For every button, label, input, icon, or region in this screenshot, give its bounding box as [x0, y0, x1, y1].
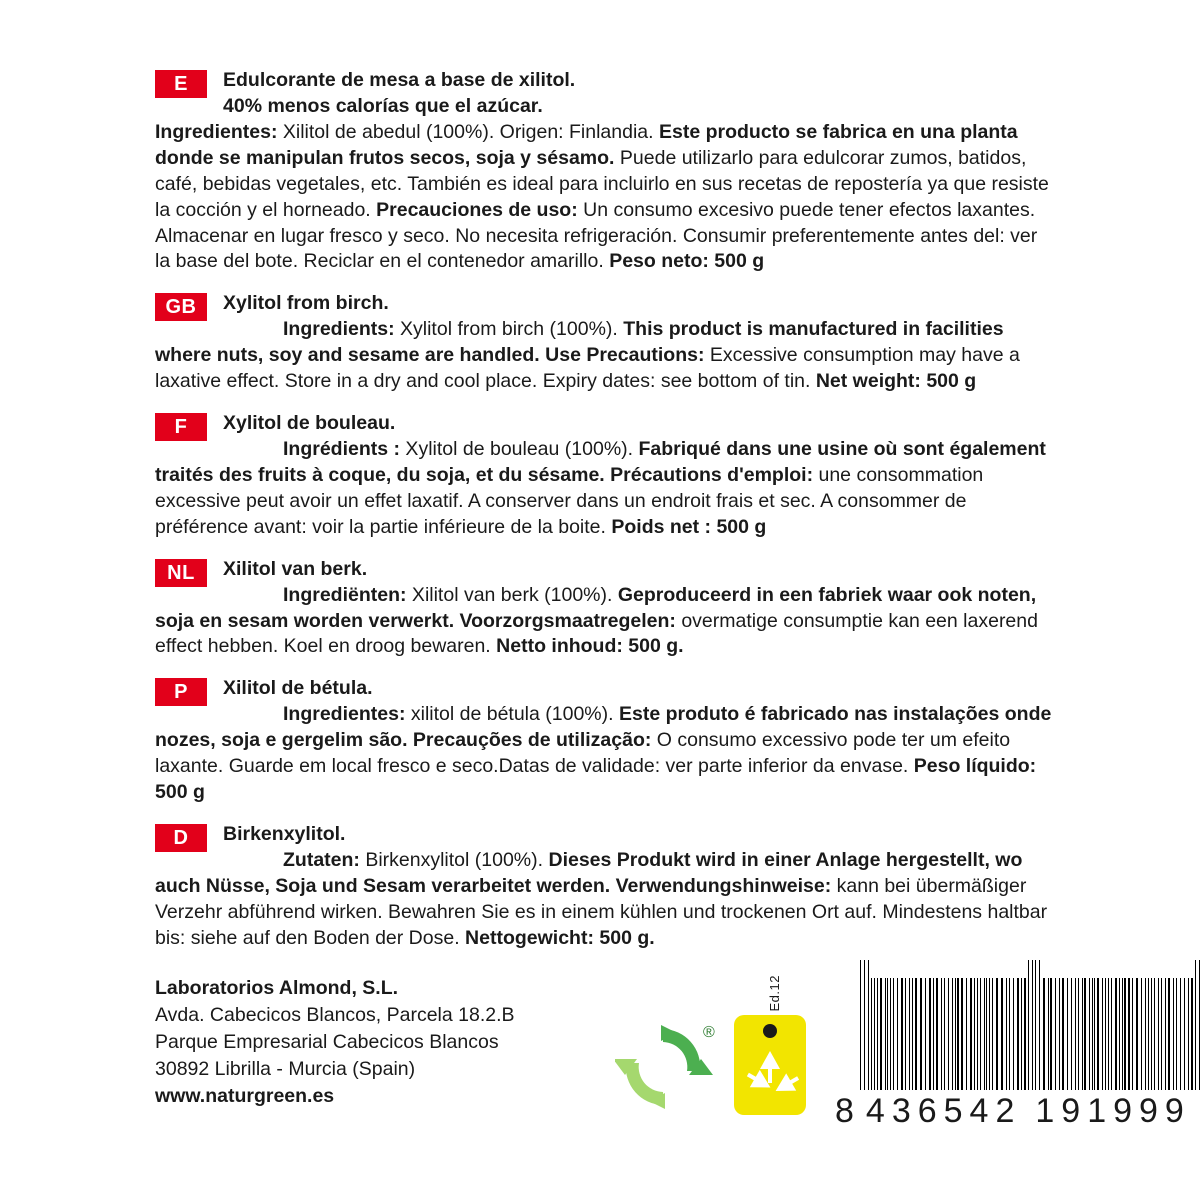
text-segment: Nettogewicht: 500 g. — [465, 926, 655, 949]
text-segment: Ingredients: — [283, 318, 395, 341]
text-segment: Geproduceerd in een fabriek waar ook noten, soja en sesam worden verwerkt. Voorzorgsmaatregelen: — [155, 583, 1037, 632]
label-footer — [155, 975, 1191, 1135]
text-segment: Netto inhoud: 500 g. — [496, 635, 684, 658]
text-segment: Net weight: 500 g — [815, 370, 977, 393]
text-segment: Birkenxylitol (100%). — [359, 848, 549, 871]
text-segment: Ingrediënten: — [283, 583, 407, 606]
language-block-e — [155, 68, 1055, 275]
product-label — [155, 68, 1055, 968]
text-segment: kann bei übermäßiger Verzehr abführend wirken. Bewahren Sie es in einem kühlen und trockenen Ort auf. Mindestens haltbar bis: siehe auf den Boden der Dose. — [155, 874, 1048, 949]
text-segment: Este producto se fabrica en una planta donde se manipulan frutos secos, soja y sésamo. — [155, 120, 1018, 169]
company-address-line-2: Parque Empresarial Cabecicos Blancos — [155, 1030, 499, 1053]
svg-text:®: ® — [703, 1024, 715, 1041]
language-block-nl — [155, 557, 1055, 661]
text-segment: Xylitol from birch (100%). — [394, 318, 624, 341]
text-segment: une consommation excessive peut avoir un effet laxatif. A conserver dans un endroit frais et sec. A consommer de préférence avant: voir la partie inférieure de la boite. — [155, 463, 984, 538]
text-segment: Ingredientes: — [155, 120, 278, 143]
text-segment: Fabriqué dans une usine où sont également traités des fruits à coque, du soja, et du sésame. Précautions d'emploi: — [155, 437, 1046, 486]
language-block-gb — [155, 291, 1055, 395]
barcode-digits — [835, 1092, 1200, 1131]
language-title-d-1: Birkenxylitol. — [223, 822, 346, 845]
text-segment: Precauciones de uso: — [376, 198, 578, 221]
text-segment: xilitol de bétula (100%). — [405, 703, 619, 726]
company-website: www.naturgreen.es — [155, 1084, 335, 1107]
text-segment: overmatige consumptie kan een laxerend effect hebben. Koel en droog bewaren. — [155, 609, 1038, 658]
language-title-f-1: Xylitol de bouleau. — [223, 412, 396, 435]
barcode-lead-digit: 8 — [835, 1092, 856, 1130]
company-address-line-1: Avda. Cabecicos Blancos, Parcela 18.2.B — [155, 1003, 515, 1026]
text-segment: Dieses Produkt wird in einer Anlage hergestellt, wo auch Nüsse, Soja und Sesam verarbeitet werden. Verwendungshinweise: — [155, 848, 1023, 897]
text-segment: Poids net : 500 g — [611, 515, 767, 538]
barcode-group-right: 191999 — [1035, 1092, 1191, 1130]
text-segment: Este produto é fabricado nas instalações onde nozes, soja e gergelim são. Precauções de utilização: — [155, 703, 1052, 752]
text-segment: Un consumo excesivo puede tener efectos laxantes. Almacenar en lugar fresco y seco. No necesita refrigeración. Consumir preferentemente antes del: ver la base del bote. Reciclar en el contenedor amarillo. — [155, 198, 1038, 273]
language-body-f — [155, 437, 1055, 541]
recycling-bin-icon — [730, 1013, 810, 1118]
language-blocks — [155, 68, 1055, 952]
text-segment: This product is manufactured in facilities where nuts, soy and sesame are handled. Use Precautions: — [155, 318, 1004, 367]
language-flag-nl: NL — [155, 559, 207, 587]
text-segment: O consumo excessivo pode ter um efeito laxante. Guarde em local fresco e seco.Datas de validade: ver parte inferior da envase. — [155, 729, 1011, 778]
text-segment: Xylitol de bouleau (100%). — [400, 437, 639, 460]
language-flag-p: P — [155, 678, 207, 706]
language-title-e-2: 40% menos calorías que el azúcar. — [223, 94, 543, 117]
language-body-nl — [155, 583, 1055, 661]
company-info — [155, 975, 515, 1110]
edition-code: Ed.12 — [767, 975, 782, 1012]
language-block-d — [155, 822, 1055, 952]
language-title-nl-1: Xilitol van berk. — [223, 557, 368, 580]
green-dot-recycling-icon — [615, 1015, 715, 1115]
barcode-block — [835, 960, 1200, 1131]
text-segment: Xilitol de abedul (100%). Origen: Finlandia. — [277, 120, 659, 143]
language-flag-d: D — [155, 824, 207, 852]
language-flag-f: F — [155, 413, 207, 441]
language-flag-e: E — [155, 70, 207, 98]
language-body-e — [155, 120, 1055, 276]
text-segment: Peso líquido: 500 g — [155, 755, 1037, 804]
text-segment: Xilitol van berk (100%). — [406, 583, 618, 606]
company-name: Laboratorios Almond, S.L. — [155, 977, 399, 999]
barcode-icon — [860, 960, 1200, 1090]
language-block-f — [155, 411, 1055, 541]
language-title-gb-1: Xylitol from birch. — [223, 292, 389, 315]
language-block-p — [155, 676, 1055, 806]
text-segment: Zutaten: — [283, 848, 360, 871]
text-segment: Peso neto: 500 g — [609, 250, 765, 273]
text-segment: Puede utilizarlo para edulcorar zumos, batidos, café, bebidas vegetales, etc. También es ideal para incluirlo en sus recetas de repostería ya que resiste la cocción y el horneado. — [155, 146, 1049, 221]
barcode-group-left: 436542 — [865, 1092, 1022, 1130]
text-segment: Ingrédients : — [283, 437, 401, 460]
language-body-p — [155, 702, 1055, 806]
text-segment: Excessive consumption may have a laxative effect. Store in a dry and cool place. Expiry dates: see bottom of tin. — [155, 344, 1020, 393]
language-title-e-1: Edulcorante de mesa a base de xilitol. — [223, 69, 576, 91]
language-body-gb — [155, 317, 1055, 395]
language-title-p-1: Xilitol de bétula. — [223, 677, 373, 700]
language-body-d — [155, 848, 1055, 952]
text-segment: Ingredientes: — [283, 703, 406, 726]
language-flag-gb: GB — [155, 293, 207, 321]
company-address-line-3: 30892 Librilla - Murcia (Spain) — [155, 1057, 416, 1080]
